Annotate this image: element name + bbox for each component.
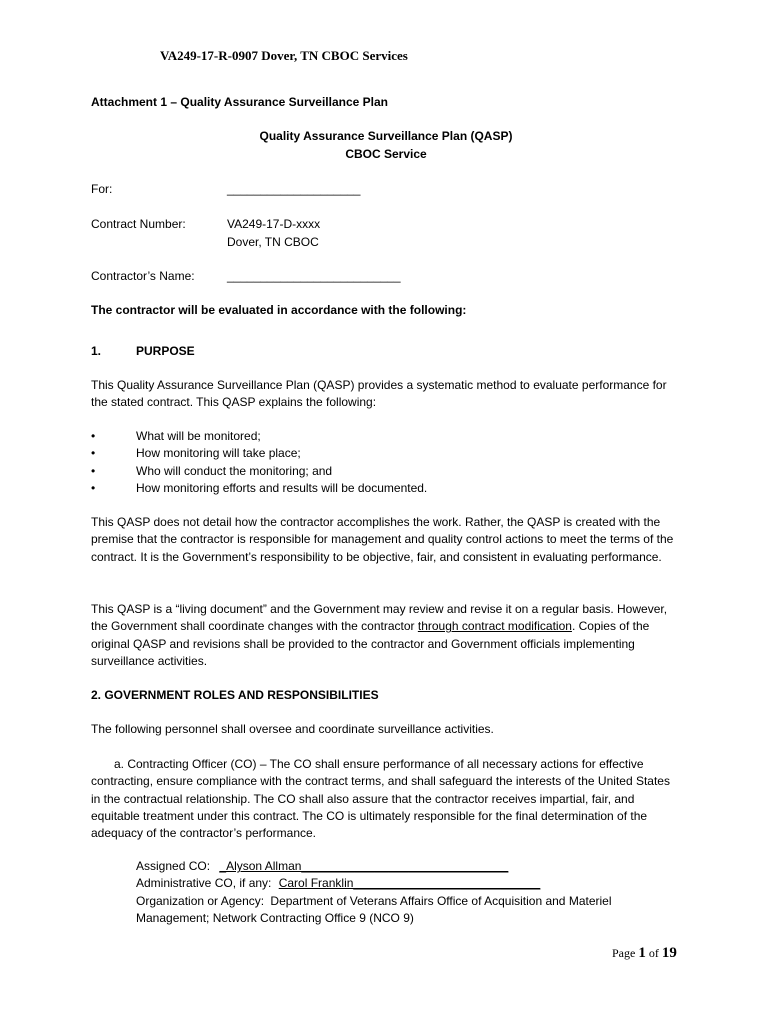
admin-co-label: Administrative CO, if any:	[136, 876, 272, 890]
bullet-icon: •	[91, 481, 96, 495]
bullet-icon: •	[91, 446, 96, 460]
list-item: What will be monitored;	[136, 429, 261, 443]
contractor-name-value: __________________________	[227, 269, 401, 283]
admin-co-row	[136, 876, 540, 890]
page-word: Page	[612, 946, 636, 960]
assigned-co-value: _Alyson Allman_______________________________	[219, 859, 509, 873]
paragraph3-text-end: . Copies of the original QASP and revisions shall be provided to the contractor and Government officials implementing surveillance activities.	[91, 619, 650, 668]
doc-title-line2: CBOC Service	[345, 147, 427, 161]
evaluation-statement: The contractor will be evaluated in accordance with the following:	[91, 303, 467, 317]
header-title: VA249-17-R-0907 Dover, TN CBOC Services	[160, 48, 408, 63]
for-value: ____________________	[227, 182, 361, 196]
page-total: 19	[661, 945, 677, 961]
list-item: Who will conduct the monitoring; and	[136, 464, 333, 478]
assigned-co-row	[136, 859, 508, 873]
section2-item-a: a. Contracting Officer (CO) – The CO shall ensure performance of all necessary actions for effective contracting, ensure compliance with the contract terms, and shall safeguard the interests of the United States in the contractual relationship. The CO shall also assure that the contractor receives impartial, fair, and equitable treatment under this contract. The CO is ultimately responsible for the final determination of the adequacy of the contractor’s performance.	[91, 757, 670, 841]
section2-heading: 2. GOVERNMENT ROLES AND RESPONSIBILITIES	[91, 688, 379, 702]
section1-number: 1.	[91, 344, 102, 358]
bullet-icon: •	[91, 464, 96, 478]
list-item: How monitoring efforts and results will be documented.	[136, 481, 428, 495]
section1-paragraph3	[91, 601, 681, 670]
section1-heading: PURPOSE	[136, 344, 195, 358]
attachment-title: Attachment 1 – Quality Assurance Surveillance Plan	[91, 95, 388, 109]
section1-intro: This Quality Assurance Surveillance Plan (QASP) provides a systematic method to evaluate performance for the stated contract. This QASP explains the following:	[91, 378, 667, 410]
page-of: of	[648, 946, 659, 960]
list-item: How monitoring will take place;	[136, 446, 301, 460]
contractor-name-label: Contractor’s Name:	[91, 269, 195, 283]
admin-co-value: Carol Franklin____________________________	[278, 876, 541, 890]
for-label: For:	[91, 182, 113, 196]
organization-row	[136, 893, 681, 928]
paragraph3-text-start: This QASP is a “living document” and the Government may review and revise it on a regular basis. However, the Government shall coordinate changes with the contractor	[91, 602, 668, 634]
contract-number-label: Contract Number:	[91, 217, 186, 231]
bullet-icon: •	[91, 429, 96, 443]
organization-label: Organization or Agency:	[136, 894, 265, 908]
contract-number-value: VA249-17-D-xxxx	[227, 217, 321, 231]
section2-intro: The following personnel shall oversee and coordinate surveillance activities.	[91, 722, 494, 736]
section1-paragraph2: This QASP does not detail how the contractor accomplishes the work. Rather, the QASP is created with the premise that the contractor is responsible for management and quality control actions to meet the terms of the contract. It is the Government’s responsibility to be objective, fair, and consistent in evaluating performance.	[91, 515, 674, 564]
contract-location: Dover, TN CBOC	[227, 235, 319, 249]
page-number	[612, 945, 677, 962]
page-current: 1	[638, 945, 646, 961]
organization-value: Department of Veterans Affairs Office of Acquisition and Materiel Management; Network Contracting Office 9 (NCO 9)	[136, 894, 612, 926]
contract-modification-link: through contract modification	[417, 619, 572, 634]
doc-title-line1: Quality Assurance Surveillance Plan (QASP)	[259, 129, 513, 143]
assigned-co-label: Assigned CO:	[136, 859, 211, 873]
